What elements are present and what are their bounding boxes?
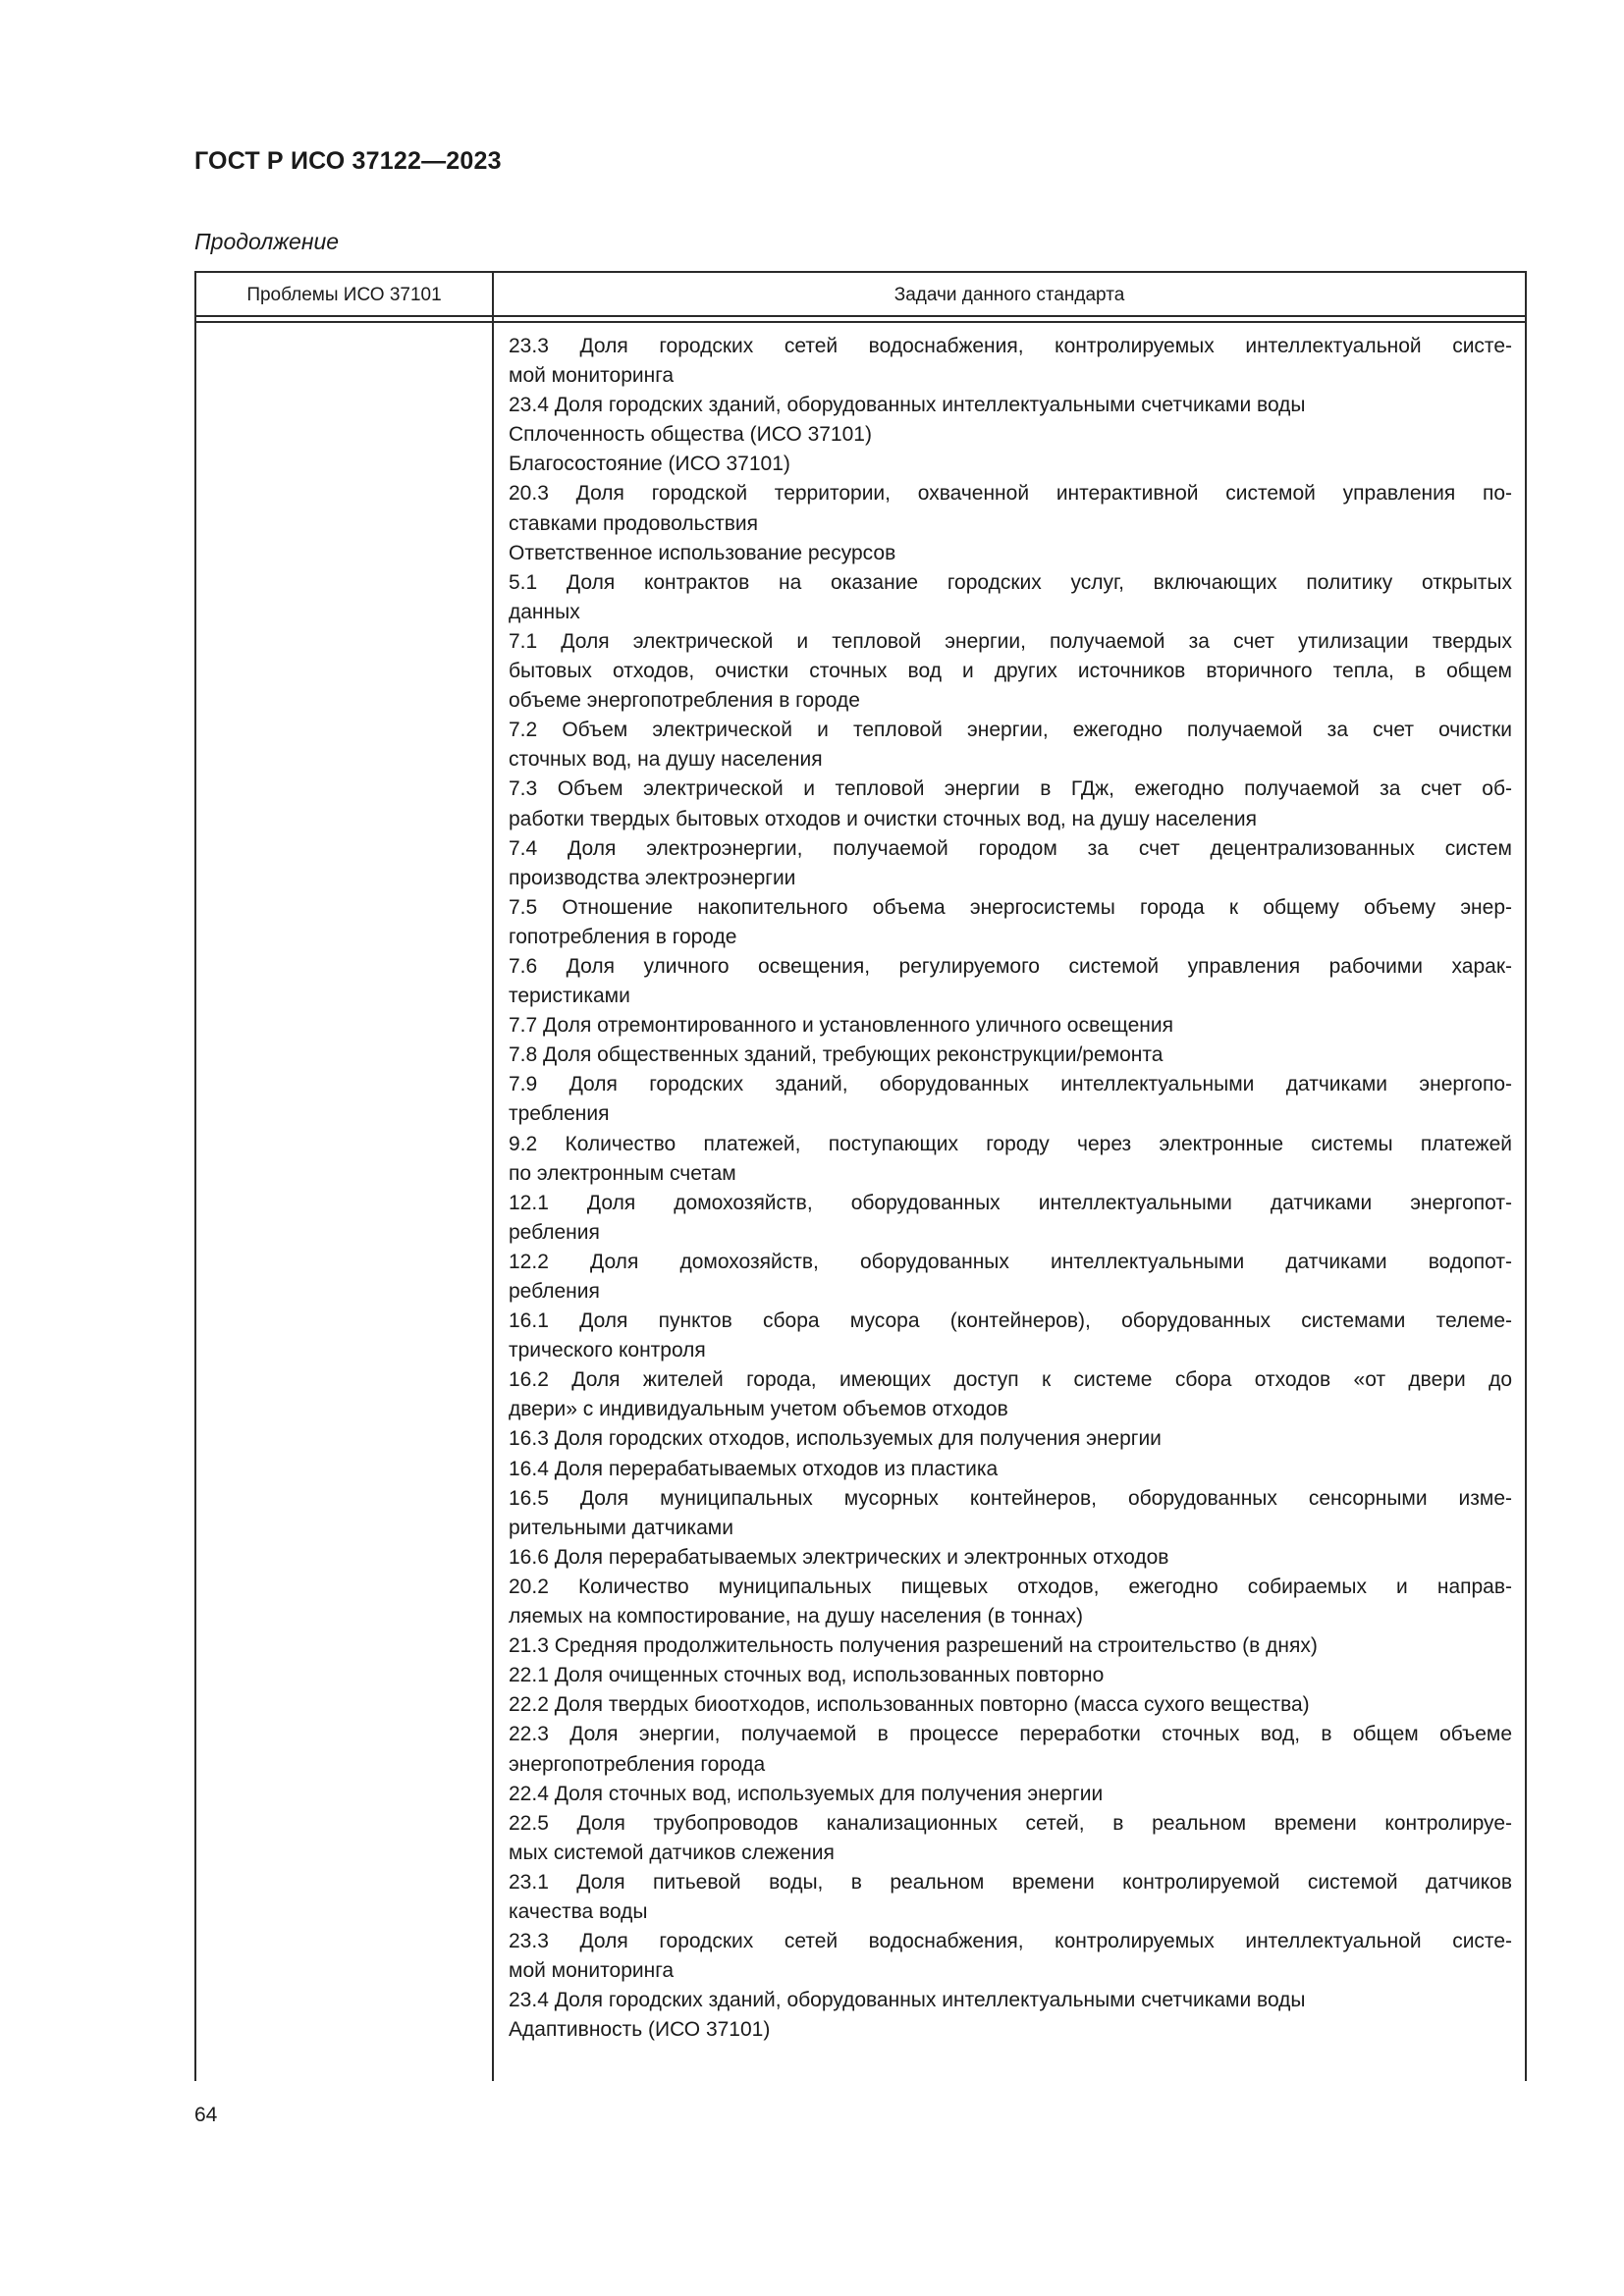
task-line: мой мониторинга <box>509 1959 675 1983</box>
task-line: работки твердых бытовых отходов и очистки сточных вод, на душу населения <box>509 807 1257 830</box>
task-line: 16.1 Доля пунктов сбора мусора (контейнеров), оборудованных системами телеме- <box>509 1309 1512 1333</box>
task-line: трического контроля <box>509 1339 706 1362</box>
task-line: 16.6 Доля перерабатываемых электрических и электронных отходов <box>509 1545 1169 1569</box>
task-line: объеме энергопотребления в городе <box>509 689 860 713</box>
task-line: 7.5 Отношение накопительного объема энергосистемы города к общему объему энер- <box>509 895 1512 919</box>
task-line: 12.1 Доля домохозяйств, оборудованных интеллектуальными датчиками энергопот- <box>509 1191 1512 1214</box>
task-line: ставками продовольствия <box>509 511 758 535</box>
task-line: 22.1 Доля очищенных сточных вод, использованных повторно <box>509 1664 1105 1687</box>
task-line: гопотребления в городе <box>509 925 737 948</box>
document-header: ГОСТ Р ИСО 37122—2023 <box>194 147 502 175</box>
task-line: 7.1 Доля электрической и тепловой энергии, получаемой за счет утилизации твердых <box>509 629 1512 653</box>
task-line: 5.1 Доля контрактов на оказание городских услуг, включающих политику открытых <box>509 570 1512 594</box>
task-line: 7.9 Доля городских зданий, оборудованных интеллектуальными датчиками энергопо- <box>509 1073 1512 1096</box>
task-line: двери» с индивидуальным учетом объемов отходов <box>509 1398 1008 1421</box>
task-line: 22.3 Доля энергии, получаемой в процессе переработки сточных вод, в общем объеме <box>509 1723 1512 1746</box>
task-line: 7.4 Доля электроэнергии, получаемой городом за счет децентрализованных систем <box>509 836 1512 860</box>
task-line: данных <box>509 600 580 623</box>
task-line: 16.3 Доля городских отходов, используемых для получения энергии <box>509 1427 1162 1451</box>
task-line: 16.2 Доля жителей города, имеющих доступ к системе сбора отходов «от двери до <box>509 1368 1512 1392</box>
continuation-label: Продолжение <box>194 229 340 254</box>
task-line: по электронным счетам <box>509 1161 736 1185</box>
task-line: 23.4 Доля городских зданий, оборудованных интеллектуальными счетчиками воды <box>509 1989 1306 2012</box>
task-line: 22.4 Доля сточных вод, используемых для получения энергии <box>509 1782 1104 1805</box>
task-line: ляемых на компостирование, на душу населения (в тоннах) <box>509 1605 1084 1629</box>
task-line: бытовых отходов, очистки сточных вод и других источников вторичного тепла, в общем <box>509 660 1512 683</box>
task-line: производства электроэнергии <box>509 866 796 889</box>
task-line: 23.3 Доля городских сетей водоснабжения, контролируемых интеллектуальной систе- <box>509 1930 1512 1953</box>
task-line: сточных вод, на душу населения <box>509 748 823 772</box>
task-line: 23.3 Доля городских сетей водоснабжения, контролируемых интеллектуальной систе- <box>509 335 1512 357</box>
task-line: 7.3 Объем электрической и тепловой энергии в ГДж, ежегодно получаемой за счет об- <box>509 777 1512 801</box>
task-line: 20.3 Доля городской территории, охваченной интерактивной системой управления по- <box>509 482 1512 506</box>
task-line: 12.2 Доля домохозяйств, оборудованных интеллектуальными датчиками водопот- <box>509 1250 1512 1273</box>
task-line: энергопотребления города <box>509 1752 766 1776</box>
task-line: Адаптивность (ИСО 37101) <box>509 2018 771 2042</box>
task-line: 16.4 Доля перерабатываемых отходов из пластика <box>509 1457 999 1480</box>
task-line: 22.5 Доля трубопроводов канализационных сетей, в реальном времени контролируе- <box>509 1811 1512 1835</box>
task-line: мой мониторинга <box>509 364 675 388</box>
standards-table <box>194 271 1527 2081</box>
task-line: Благосостояние (ИСО 37101) <box>509 453 790 476</box>
task-line: 7.7 Доля отремонтированного и установленного уличного освещения <box>509 1014 1173 1038</box>
task-line: Ответственное использование ресурсов <box>509 541 896 564</box>
column-header-problems: Проблемы ИСО 37101 <box>246 285 442 305</box>
task-line: 7.6 Доля уличного освещения, регулируемого системой управления рабочими харак- <box>509 954 1512 978</box>
task-line: рительными датчиками <box>509 1516 733 1539</box>
column-header-tasks: Задачи данного стандарта <box>893 285 1125 305</box>
task-line: 23.1 Доля питьевой воды, в реальном времени контролируемой системой датчиков <box>509 1870 1512 1894</box>
task-line: 7.8 Доля общественных зданий, требующих реконструкции/ремонта <box>509 1043 1164 1067</box>
task-line: 9.2 Количество платежей, поступающих городу через электронные системы платежей <box>509 1132 1512 1155</box>
task-line: ребления <box>509 1280 600 1303</box>
task-line: 22.2 Доля твердых биоотходов, использованных повторно (масса сухого вещества) <box>509 1693 1310 1717</box>
header-double-rule <box>196 321 1525 323</box>
task-line: качества воды <box>509 1899 648 1923</box>
column-divider <box>492 273 494 2081</box>
task-line: 21.3 Средняя продолжительность получения разрешений на строительство (в днях) <box>509 1634 1318 1658</box>
task-line: теристиками <box>509 985 630 1008</box>
task-line: ребления <box>509 1220 600 1244</box>
task-line: мых системой датчиков слежения <box>509 1841 835 1864</box>
tasks-cell <box>509 332 1512 2045</box>
task-line: 16.5 Доля муниципальных мусорных контейнеров, оборудованных сенсорными изме- <box>509 1486 1512 1510</box>
task-line: Сплоченность общества (ИСО 37101) <box>509 423 872 447</box>
task-line: 7.2 Объем электрической и тепловой энергии, ежегодно получаемой за счет очистки <box>509 719 1512 742</box>
task-line: 23.4 Доля городских зданий, оборудованных интеллектуальными счетчиками воды <box>509 394 1306 417</box>
task-line: требления <box>509 1102 610 1126</box>
task-line: 20.2 Количество муниципальных пищевых отходов, ежегодно собираемых и направ- <box>509 1575 1512 1598</box>
page-number: 64 <box>194 2104 218 2126</box>
table-header-row <box>196 273 1525 317</box>
